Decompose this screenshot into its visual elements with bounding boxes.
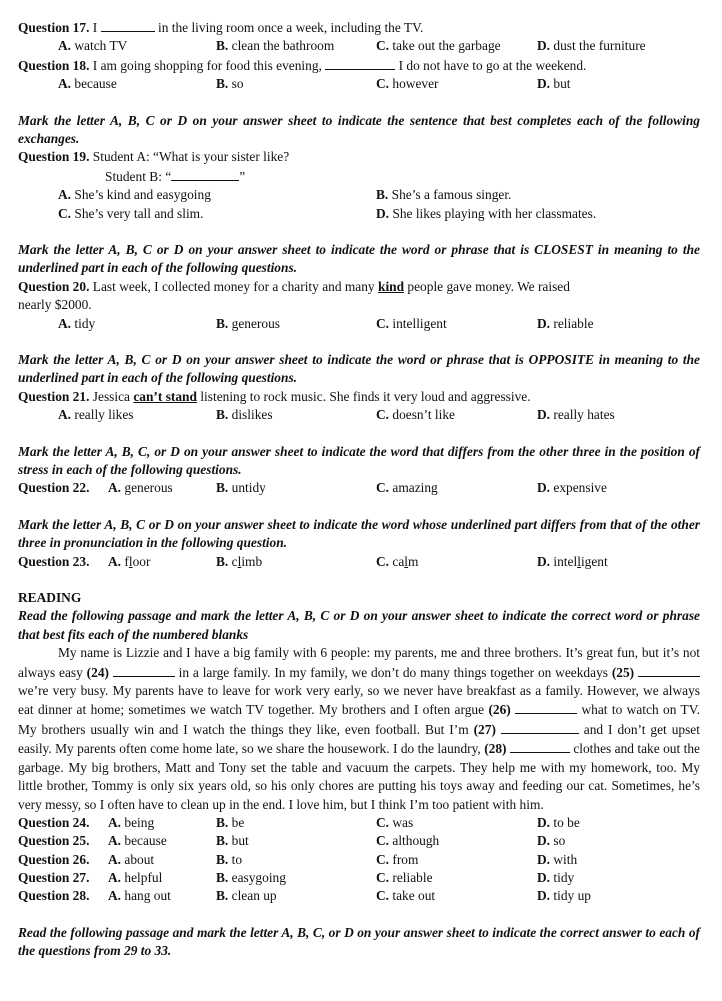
question-label: Question 20. bbox=[18, 278, 90, 294]
blank-28 bbox=[510, 739, 570, 753]
options-19-row1 bbox=[18, 186, 700, 204]
option-d[interactable]: D. dust the furniture bbox=[537, 38, 646, 54]
question-25 bbox=[18, 832, 700, 850]
option-b[interactable]: B. so bbox=[216, 76, 244, 92]
question-17 bbox=[18, 18, 700, 37]
option-d[interactable]: D. tidy bbox=[537, 870, 575, 886]
question-label: Question 17. bbox=[18, 20, 90, 35]
option-a[interactable]: A. because bbox=[58, 76, 117, 92]
question-label: Question 24. bbox=[18, 814, 90, 830]
option-d[interactable]: D. so bbox=[537, 833, 566, 849]
reading-passage: My name is Lizzie and I have a big family with 6 people: my parents, me and three brothers. It’s great fun, but it’s not always easy (24) in a large family. In my family, we don’t do many things together on weekdays (25) we’re very busy. My parents have to leave for work very early, so we never have breakfast as a family. However, we always eat dinner at home; sometimes we watch TV together. My brothers and I often argue (26) what to watch on TV. My brothers usually win and I watch the things they like, even football. But I’m (27) and I don’t get upset easily. My parents often come home late, so we share the housework. I do the laundry, (28) clothes and take out the garbage. My big brothers, Matt and Tony set the table and vacuum the carpets. They help me with my homework, too. My little brother, Tommy is only six years old, so his only chores are putting his toys away and feeding our cat. Sometimes, he’s very messy, so I often have to clean up in the end. I love him, but I think I’m too patient with him. bbox=[18, 645, 700, 812]
instruction-closest: Mark the letter A, B, C or D on your answer sheet to indicate the word or phrase that is CLOSEST in meaning to the underlined part in each of the following questions. bbox=[18, 242, 700, 276]
option-d[interactable]: D. really hates bbox=[537, 407, 615, 423]
option-b[interactable]: B. generous bbox=[216, 315, 280, 331]
option-a[interactable]: A. because bbox=[108, 833, 167, 849]
option-c[interactable]: C. however bbox=[376, 76, 439, 92]
question-text: listening to rock music. She finds it very loud and aggressive. bbox=[200, 388, 531, 404]
option-b[interactable]: B. clean up bbox=[216, 888, 277, 904]
option-a[interactable]: A. helpful bbox=[108, 870, 163, 886]
question-label: Question 28. bbox=[18, 888, 90, 904]
question-label: Question 18. bbox=[18, 57, 90, 73]
option-d[interactable]: D. reliable bbox=[537, 315, 594, 331]
option-c[interactable]: C. doesn’t like bbox=[376, 407, 455, 423]
option-c[interactable]: C. was bbox=[376, 814, 414, 830]
question-28 bbox=[18, 887, 700, 905]
option-c[interactable]: C. She’s very tall and slim. bbox=[58, 205, 204, 221]
option-a[interactable]: A. floor bbox=[108, 553, 151, 569]
instruction-opposite: Mark the letter A, B, C or D on your answer sheet to indicate the word or phrase that is OPPOSITE in meaning to the underlined part in each of the following questions. bbox=[18, 352, 700, 386]
student-b-line: Student B: “ ” bbox=[105, 168, 246, 184]
option-a[interactable]: A. generous bbox=[108, 480, 173, 496]
question-24 bbox=[18, 814, 700, 832]
question-27 bbox=[18, 869, 700, 887]
option-a[interactable]: A. really likes bbox=[58, 407, 134, 423]
options-17 bbox=[18, 37, 700, 55]
option-c[interactable]: C. calm bbox=[376, 553, 419, 569]
instruction-reading: Read the following passage and mark the letter A, B, C or D on your answer sheet to indicate the correct word or phrase that best fits each of the numbered blanks bbox=[18, 608, 700, 642]
option-c[interactable]: C. from bbox=[376, 851, 419, 867]
option-d[interactable]: D. She likes playing with her classmates. bbox=[376, 205, 597, 221]
option-b[interactable]: B. climb bbox=[216, 553, 263, 569]
option-d[interactable]: D. with bbox=[537, 851, 578, 867]
answer-blank bbox=[325, 56, 395, 70]
option-c[interactable]: C. intelligent bbox=[376, 315, 447, 331]
question-label: Question 21. bbox=[18, 388, 90, 404]
option-c[interactable]: C. amazing bbox=[376, 480, 438, 496]
section-heading: READING bbox=[18, 590, 82, 606]
option-d[interactable]: D. tidy up bbox=[537, 888, 591, 904]
instruction-stress: Mark the letter A, B, C, or D on your answer sheet to indicate the word that differs from the other three in the position of stress in each of the following questions. bbox=[18, 443, 700, 478]
option-c[interactable]: C. reliable bbox=[376, 870, 433, 886]
option-b[interactable]: B. untidy bbox=[216, 480, 266, 496]
question-19 bbox=[18, 148, 700, 166]
option-b[interactable]: B. dislikes bbox=[216, 407, 273, 423]
question-text: I do not have to go at the weekend. bbox=[398, 57, 587, 73]
instruction-pronunciation: Mark the letter A, B, C or D on your answer sheet to indicate the word whose underlined part differs from that of the other three in pronunciation in the following question. bbox=[18, 516, 700, 551]
underlined-word: kind bbox=[378, 278, 405, 294]
option-c[interactable]: C. take out bbox=[376, 888, 436, 904]
blank-24 bbox=[113, 663, 175, 677]
option-c[interactable]: C. although bbox=[376, 833, 440, 849]
question-text: people gave money. We raised bbox=[407, 278, 570, 294]
option-d[interactable]: D. to be bbox=[537, 814, 580, 830]
question-text: Student A: “What is your sister like? bbox=[92, 149, 290, 165]
question-23 bbox=[18, 553, 700, 571]
answer-blank bbox=[171, 167, 239, 181]
question-label: Question 27. bbox=[18, 870, 90, 886]
question-label: Question 22. bbox=[18, 480, 90, 496]
option-b[interactable]: B. easygoing bbox=[216, 870, 286, 886]
underlined-phrase: can’t stand bbox=[133, 388, 197, 404]
option-b[interactable]: B. She’s a famous singer. bbox=[376, 187, 512, 203]
option-b[interactable]: B. be bbox=[216, 814, 245, 830]
answer-blank bbox=[101, 18, 155, 32]
instruction-exchanges: Mark the letter A, B, C or D on your answer sheet to indicate the sentence that best completes each of the following exchanges. bbox=[18, 112, 700, 146]
question-label: Question 19. bbox=[18, 149, 90, 165]
question-text-continued: nearly $2000. bbox=[18, 297, 92, 313]
option-d[interactable]: D. but bbox=[537, 76, 571, 92]
blank-25 bbox=[638, 663, 700, 677]
question-text: I bbox=[92, 20, 98, 35]
question-label: Question 23. bbox=[18, 553, 90, 569]
option-a[interactable]: A. watch TV bbox=[58, 38, 128, 54]
option-a[interactable]: A. about bbox=[108, 851, 155, 867]
question-text: I am going shopping for food this evening, bbox=[92, 57, 322, 73]
question-21 bbox=[18, 388, 700, 406]
question-text: Last week, I collected money for a charity and many bbox=[92, 278, 375, 294]
question-22 bbox=[18, 479, 700, 497]
option-a[interactable]: A. being bbox=[108, 814, 155, 830]
blank-27 bbox=[501, 720, 579, 734]
options-19-row2 bbox=[18, 205, 700, 223]
question-label: Question 25. bbox=[18, 833, 90, 849]
question-label: Question 26. bbox=[18, 851, 90, 867]
option-b[interactable]: B. but bbox=[216, 833, 249, 849]
question-20 bbox=[18, 278, 700, 296]
option-a[interactable]: A. tidy bbox=[58, 315, 96, 331]
options-21 bbox=[18, 406, 700, 424]
exam-page bbox=[18, 18, 700, 961]
options-20 bbox=[18, 315, 700, 333]
option-b[interactable]: B. clean the bathroom bbox=[216, 38, 335, 54]
options-18 bbox=[18, 75, 700, 93]
option-d[interactable]: D. expensive bbox=[537, 480, 607, 496]
question-18 bbox=[18, 56, 700, 75]
question-text: in the living room once a week, including the TV. bbox=[157, 20, 424, 35]
option-c[interactable]: C. take out the garbage bbox=[376, 38, 501, 54]
option-d[interactable]: D. intelligent bbox=[537, 553, 608, 569]
instruction-reading-2: Read the following passage and mark the letter A, B, C, or D on your answer sheet to indicate the correct answer to each of the questions from 29 to 33. bbox=[18, 924, 700, 959]
blank-26 bbox=[515, 700, 577, 714]
option-a[interactable]: A. hang out bbox=[108, 888, 171, 904]
question-text: Jessica bbox=[92, 388, 130, 404]
option-a[interactable]: A. She’s kind and easygoing bbox=[58, 187, 211, 203]
question-26 bbox=[18, 851, 700, 869]
option-b[interactable]: B. to bbox=[216, 851, 243, 867]
